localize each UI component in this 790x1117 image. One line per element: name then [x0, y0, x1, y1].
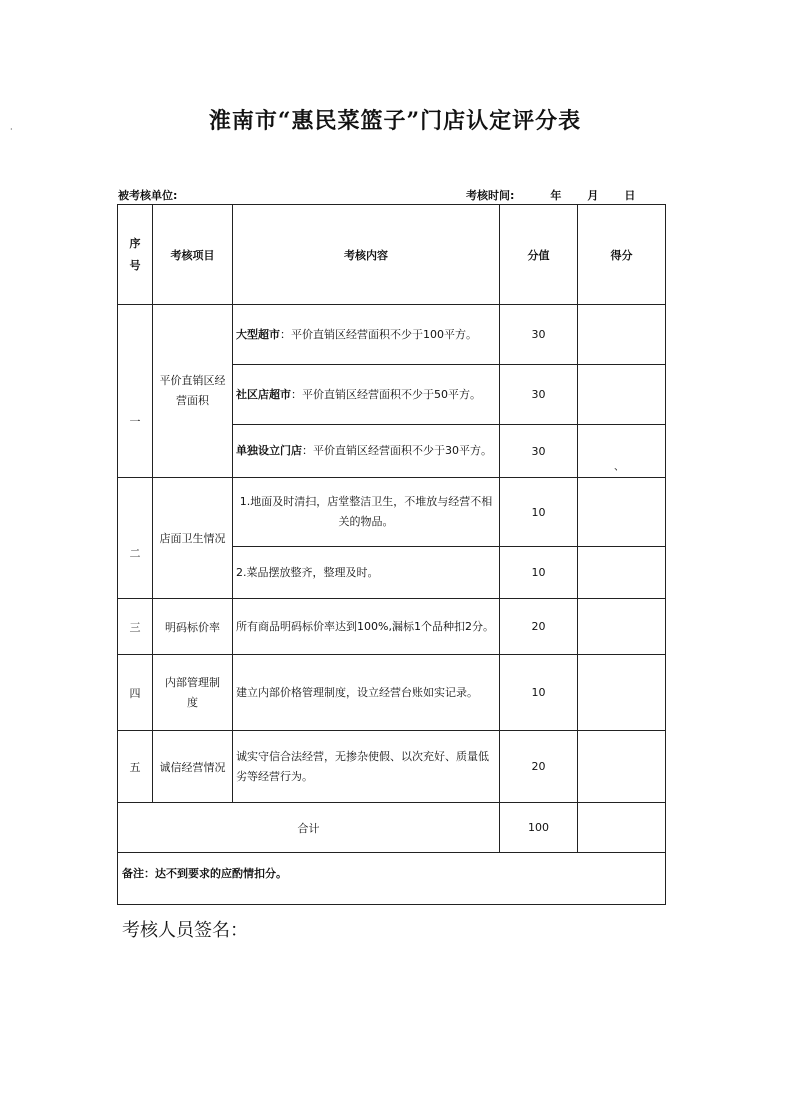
total-got[interactable]	[578, 803, 666, 853]
row5-score: 20	[500, 731, 578, 803]
row5-content: 诚实守信合法经营，无掺杂使假、以次充好、质量低劣等经营行为。	[233, 731, 500, 803]
row3-item: 明码标价率	[153, 599, 233, 655]
row1-score-2: 30	[500, 365, 578, 425]
year-label: 年	[550, 189, 562, 202]
signature-label: 考核人员签名：	[122, 920, 248, 941]
row4-seq: 四	[118, 655, 153, 731]
row3-score: 20	[500, 599, 578, 655]
row2-got-1[interactable]	[578, 478, 666, 547]
row1-score-1: 30	[500, 305, 578, 365]
row2-content-1: 1.地面及时清扫，店堂整洁卫生，不堆放与经营不相关的物品。	[233, 478, 500, 547]
header-score: 分值	[500, 205, 578, 305]
row1-content-2: 社区店超市：平价直销区经营面积不少于50平方。	[233, 365, 500, 425]
row5-got[interactable]	[578, 731, 666, 803]
page-title: 淮南市“惠民菜篮子”门店认定评分表	[208, 108, 582, 134]
row1-seq: 一	[118, 305, 153, 478]
remark-row	[118, 853, 666, 905]
row5-seq: 五	[118, 731, 153, 803]
header-seq: 序号	[118, 205, 153, 305]
header-got: 得分	[578, 205, 666, 305]
row1-prefix-2: 社区店超市	[236, 387, 291, 401]
row2-item: 店面卫生情况	[153, 478, 233, 599]
row4-content: 建立内部价格管理制度，设立经营台账如实记录。	[233, 655, 500, 731]
table-row	[118, 599, 666, 655]
row2-score-2: 10	[500, 547, 578, 599]
assessment-time	[466, 187, 635, 203]
table-row	[118, 478, 666, 547]
header-item: 考核项目	[153, 205, 233, 305]
row2-content-2: 2.菜品摆放整齐，整理及时。	[233, 547, 500, 599]
row3-content: 所有商品明码标价率达到100%,漏标1个品种扣2分。	[233, 599, 500, 655]
month-label: 月	[587, 189, 599, 202]
row4-item: 内部管理制度	[153, 655, 233, 731]
row1-prefix-3: 单独设立门店	[236, 444, 302, 457]
row1-item: 平价直销区经营面积	[153, 305, 233, 478]
row1-content-3: 单独设立门店：平价直销区经营面积不少于30平方。	[233, 425, 500, 478]
row4-score: 10	[500, 655, 578, 731]
total-score: 100	[500, 803, 578, 853]
total-row	[118, 803, 666, 853]
total-label: 合计	[118, 803, 500, 853]
row1-score-3: 30	[500, 425, 578, 478]
row2-seq: 二	[118, 478, 153, 599]
row1-content-1: 大型超市：平价直销区经营面积不少于100平方。	[233, 305, 500, 365]
scan-speck: ·	[10, 125, 13, 134]
row2-score-1: 10	[500, 478, 578, 547]
table-header-row	[118, 205, 666, 305]
row3-got[interactable]	[578, 599, 666, 655]
scoring-table	[117, 204, 666, 905]
assessed-unit-label: 被考核单位:	[118, 189, 178, 202]
table-row	[118, 655, 666, 731]
row1-prefix-1: 大型超市	[236, 327, 280, 341]
table-row	[118, 305, 666, 365]
row5-item: 诚信经营情况	[153, 731, 233, 803]
row4-got[interactable]	[578, 655, 666, 731]
assessment-time-label: 考核时间:	[466, 189, 515, 202]
table-row	[118, 731, 666, 803]
day-label: 日	[624, 189, 636, 202]
scan-mark: 、	[614, 462, 624, 473]
row1-got-2[interactable]	[578, 365, 666, 425]
header-content: 考核内容	[233, 205, 500, 305]
row3-seq: 三	[118, 599, 153, 655]
remark-text: 备注：达不到要求的应酌情扣分。	[118, 853, 666, 905]
row1-got-1[interactable]	[578, 305, 666, 365]
row2-got-2[interactable]	[578, 547, 666, 599]
